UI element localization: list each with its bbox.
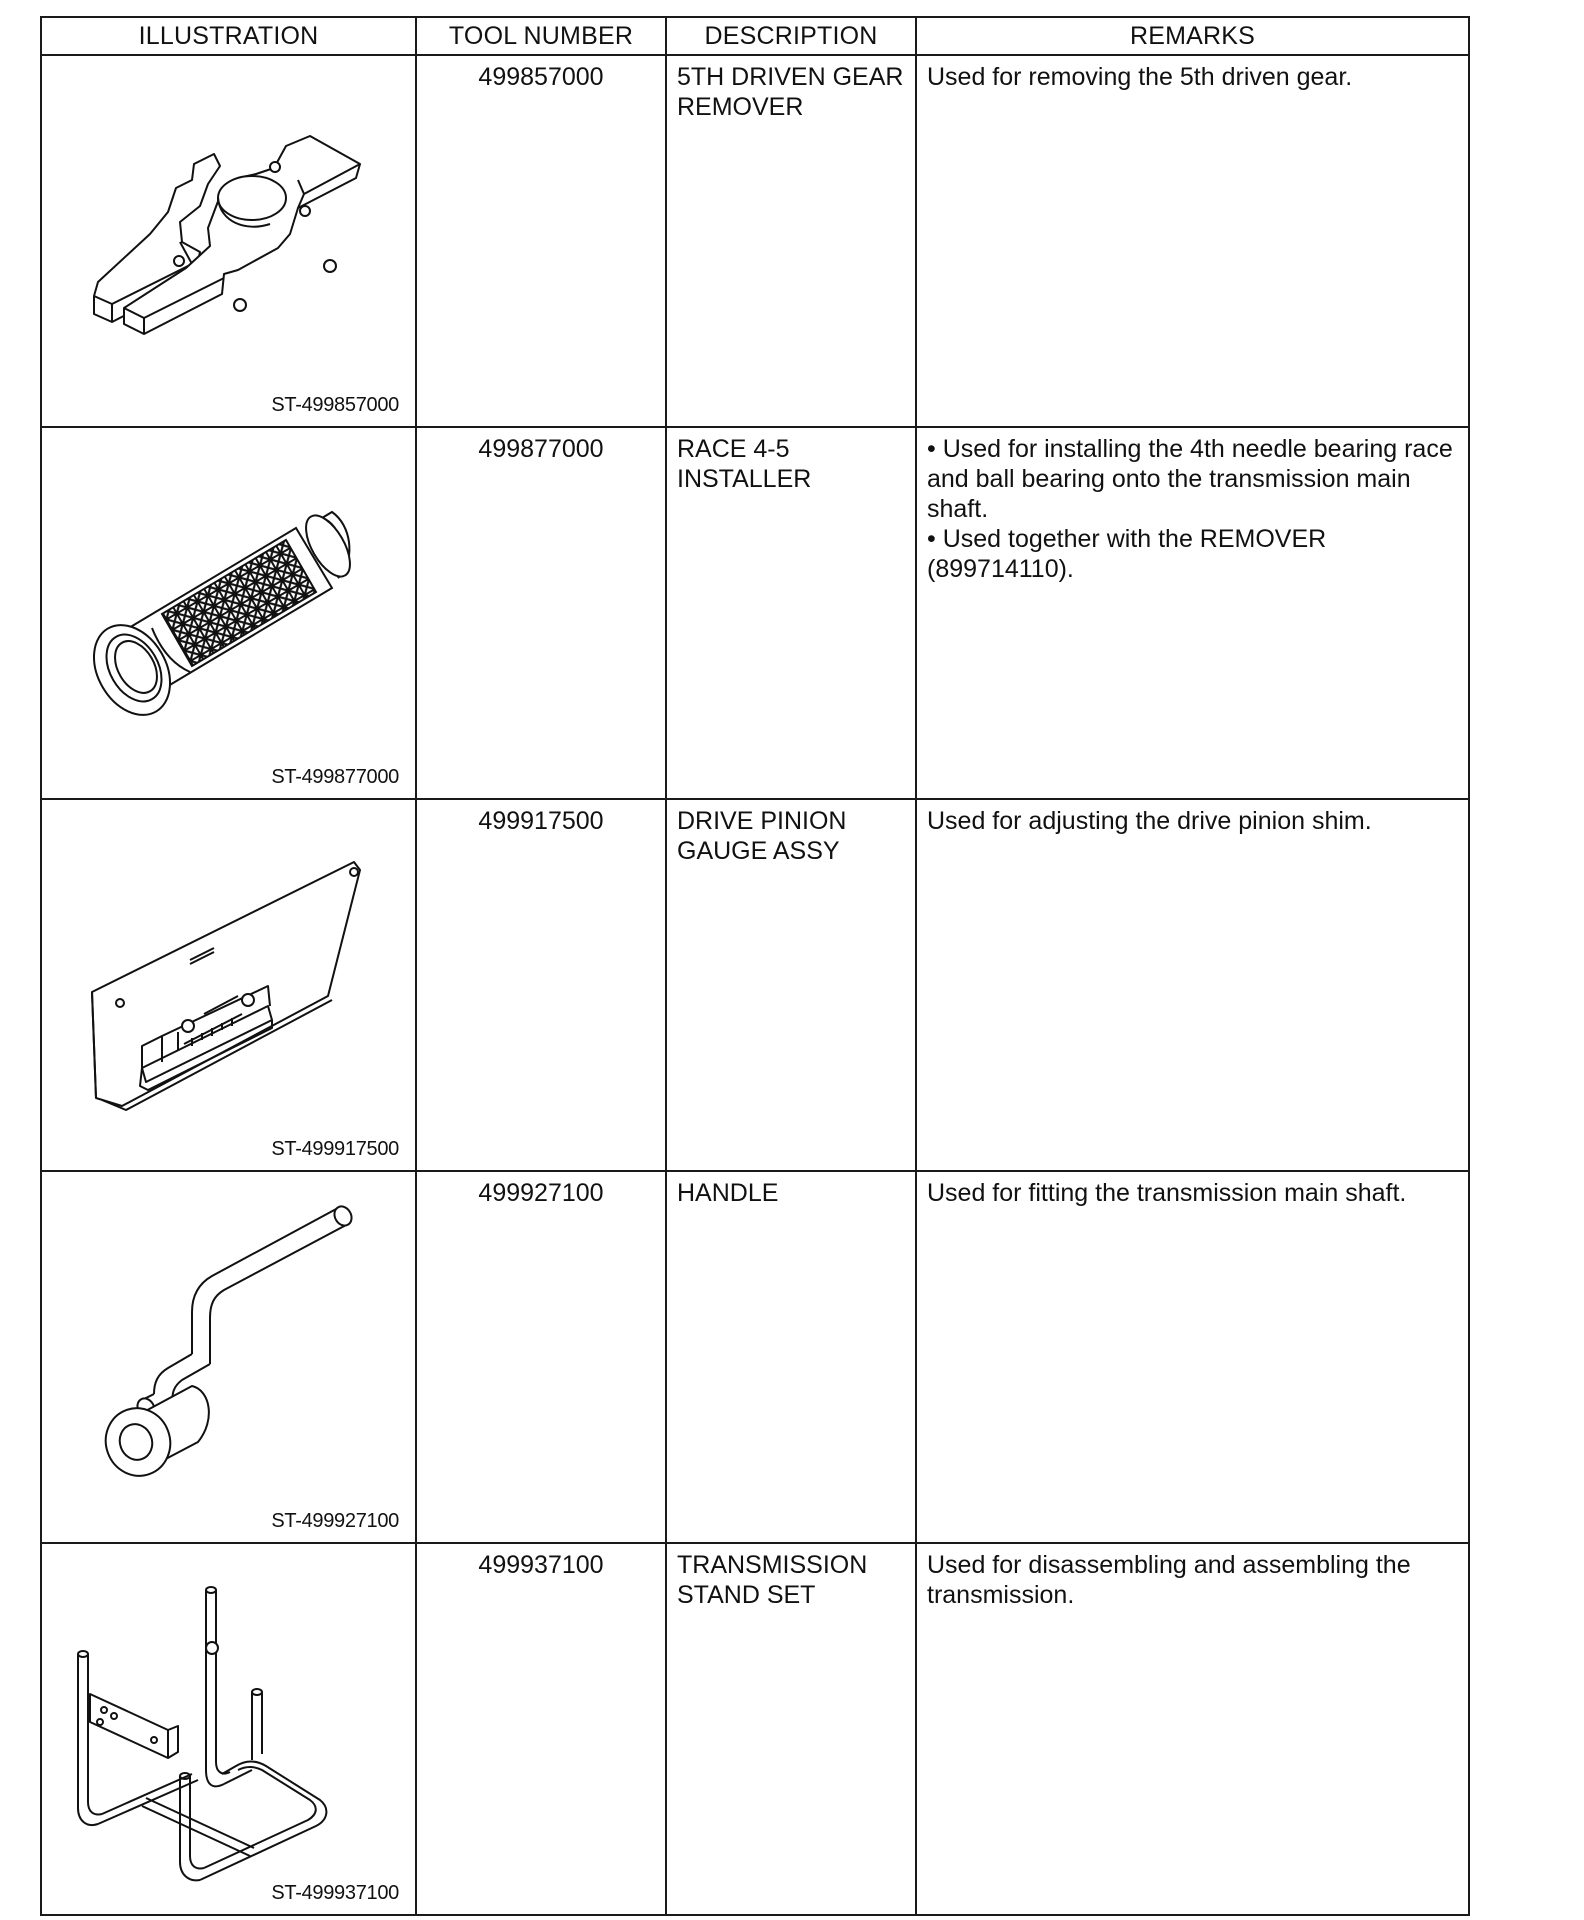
tool-number: 499917500 <box>416 799 666 1171</box>
illustration-cell <box>41 1171 416 1543</box>
tool-description <box>666 427 916 799</box>
description-line: DRIVE PINION <box>677 807 847 835</box>
description-line: HANDLE <box>677 1179 779 1207</box>
tool-number: 499877000 <box>416 427 666 799</box>
tool-description <box>666 1171 916 1543</box>
tool-number: 499857000 <box>416 55 666 427</box>
illustration-cell <box>41 1543 416 1915</box>
description-line: REMOVER <box>677 93 804 121</box>
gear-remover-illustration <box>42 56 417 420</box>
pinion-gauge-illustration <box>42 800 417 1164</box>
remark-text: Used for disassembling and assembling the transmission. <box>927 1551 1411 1609</box>
handle-illustration <box>42 1172 417 1536</box>
special-tools-table <box>40 16 1470 1916</box>
tool-remarks <box>916 427 1469 799</box>
remark-text: • Used together with the REMOVER (899714110). <box>927 525 1327 583</box>
tool-remarks <box>916 1543 1469 1915</box>
illustration-code: ST-499857000 <box>271 394 399 416</box>
description-line: GAUGE ASSY <box>677 837 840 865</box>
tool-remarks <box>916 55 1469 427</box>
table-row <box>41 799 1469 1171</box>
tool-number: 499927100 <box>416 1171 666 1543</box>
table-row <box>41 1171 1469 1543</box>
table-header-row <box>41 17 1469 55</box>
stand-set-illustration <box>42 1544 417 1908</box>
tool-remarks <box>916 1171 1469 1543</box>
header-description: DESCRIPTION <box>666 17 916 55</box>
tool-number: 499937100 <box>416 1543 666 1915</box>
illustration-code: ST-499877000 <box>271 766 399 788</box>
description-line: 5TH DRIVEN GEAR <box>677 63 904 91</box>
race-installer-illustration <box>42 428 417 792</box>
remark-text: Used for removing the 5th driven gear. <box>927 63 1353 91</box>
tool-description <box>666 1543 916 1915</box>
description-line: INSTALLER <box>677 465 812 493</box>
description-line: TRANSMISSION <box>677 1551 868 1579</box>
header-remarks: REMARKS <box>916 17 1469 55</box>
tool-description <box>666 799 916 1171</box>
remark-text: Used for fitting the transmission main shaft. <box>927 1179 1407 1207</box>
illustration-cell <box>41 799 416 1171</box>
description-line: RACE 4-5 <box>677 435 790 463</box>
illustration-cell <box>41 55 416 427</box>
illustration-cell <box>41 427 416 799</box>
remark-text: • Used for installing the 4th needle bearing race and ball bearing onto the transmission main shaft. <box>927 435 1453 523</box>
description-line: STAND SET <box>677 1581 816 1609</box>
illustration-code: ST-499927100 <box>271 1510 399 1532</box>
header-illustration: ILLUSTRATION <box>41 17 416 55</box>
illustration-code: ST-499917500 <box>271 1138 399 1160</box>
tool-remarks <box>916 799 1469 1171</box>
header-tool-number: TOOL NUMBER <box>416 17 666 55</box>
tool-description <box>666 55 916 427</box>
table-row <box>41 1543 1469 1915</box>
table-row <box>41 427 1469 799</box>
remark-text: Used for adjusting the drive pinion shim. <box>927 807 1372 835</box>
table-row <box>41 55 1469 427</box>
illustration-code: ST-499937100 <box>271 1882 399 1904</box>
